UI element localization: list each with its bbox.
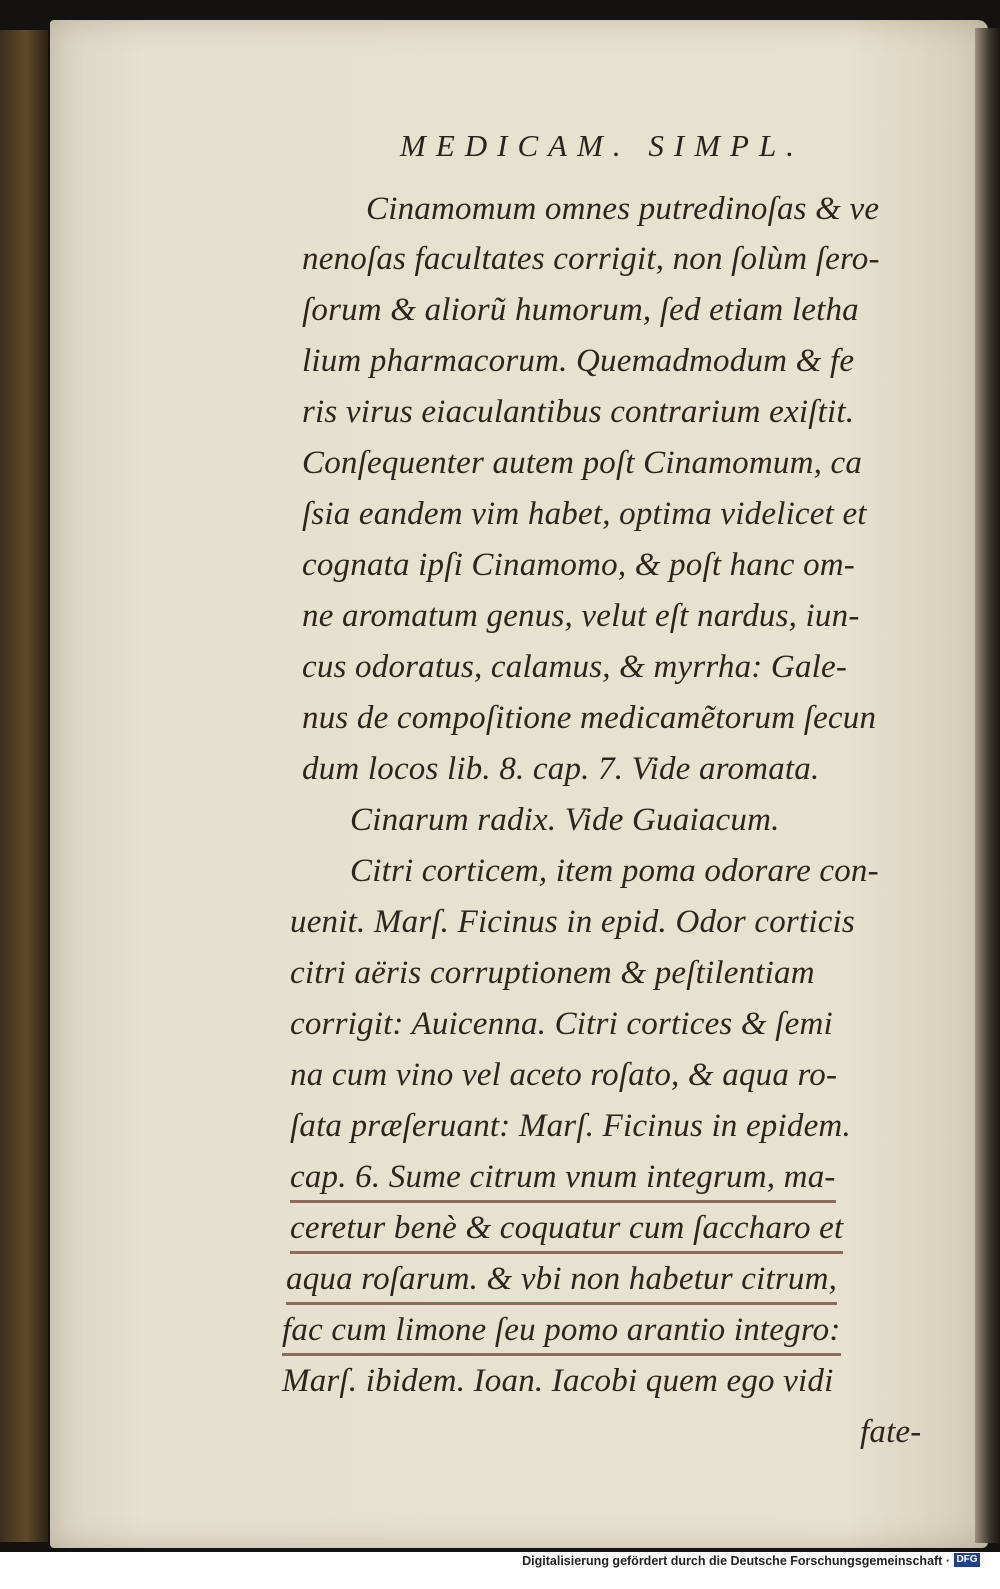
text-line: cognata ipſi Cinamomo, & poſt hanc om- xyxy=(302,547,855,583)
footer-credit: Digitalisierung gefördert durch die Deutsche Forschungsgemeinschaft · xyxy=(522,1554,950,1568)
catchword: fate- xyxy=(860,1414,922,1450)
text-line: Citri corticem, item poma odorare con- xyxy=(350,853,879,889)
text-line-underlined: fac cum limone ſeu pomo arantio integro: xyxy=(282,1307,841,1356)
text-line: Conſequenter autem poſt Cinamomum, ca xyxy=(302,445,863,481)
text-line: Cinarum radix. Vide Guaiacum. xyxy=(350,802,780,838)
text-line-underlined: aqua roſarum. & vbi non habetur citrum, xyxy=(286,1256,837,1305)
text-line: nus de compoſitione medicamẽtorum ſecun xyxy=(302,700,877,736)
book-spine-edge xyxy=(0,30,48,1542)
text-line: dum locos lib. 8. cap. 7. Vide aromata. xyxy=(302,751,820,787)
page-edge-shadow xyxy=(975,28,1000,1543)
text-line: nenoſas facultates corrigit, non ſolùm ſero- xyxy=(302,241,880,277)
text-line: ne aromatum genus, velut eſt nardus, iun- xyxy=(302,598,860,634)
dfg-logo: DFG xyxy=(954,1553,980,1567)
text-line: lium pharmacorum. Quemadmodum & fe xyxy=(302,343,855,379)
text-line: ſata præſeruant: Marſ. Ficinus in epidem. xyxy=(290,1108,851,1144)
footer-credit-text: Digitalisierung gefördert durch die Deutsche Forschungsgemeinschaft xyxy=(522,1554,943,1568)
text-line: ſsia eandem vim habet, optima videlicet et xyxy=(302,496,867,532)
text-line: ſorum & aliorũ humorum, ſed etiam letha xyxy=(302,292,859,328)
text-line-underlined: ceretur benè & coquatur cum ſaccharo et xyxy=(290,1205,843,1254)
text-line: cus odoratus, calamus, & myrrha: Gale- xyxy=(302,649,848,685)
text-line: ris virus eiaculantibus contrarium exiſtit. xyxy=(302,394,855,430)
text-line: Marſ. ibidem. Ioan. Iacobi quem ego vidi xyxy=(282,1363,834,1399)
running-head: MEDICAM. SIMPL. xyxy=(400,128,804,163)
text-line: na cum vino vel aceto roſato, & aqua ro- xyxy=(290,1057,838,1093)
text-line: Cinamomum omnes putredinoſas & ve xyxy=(366,191,880,227)
text-line-underlined: cap. 6. Sume citrum vnum integrum, ma- xyxy=(290,1154,836,1203)
text-line: citri aëris corruptionem & peſtilentiam xyxy=(290,955,815,991)
text-line: corrigit: Auicenna. Citri cortices & ſemi xyxy=(290,1006,833,1042)
text-line: uenit. Marſ. Ficinus in epid. Odor corticis xyxy=(290,904,855,940)
